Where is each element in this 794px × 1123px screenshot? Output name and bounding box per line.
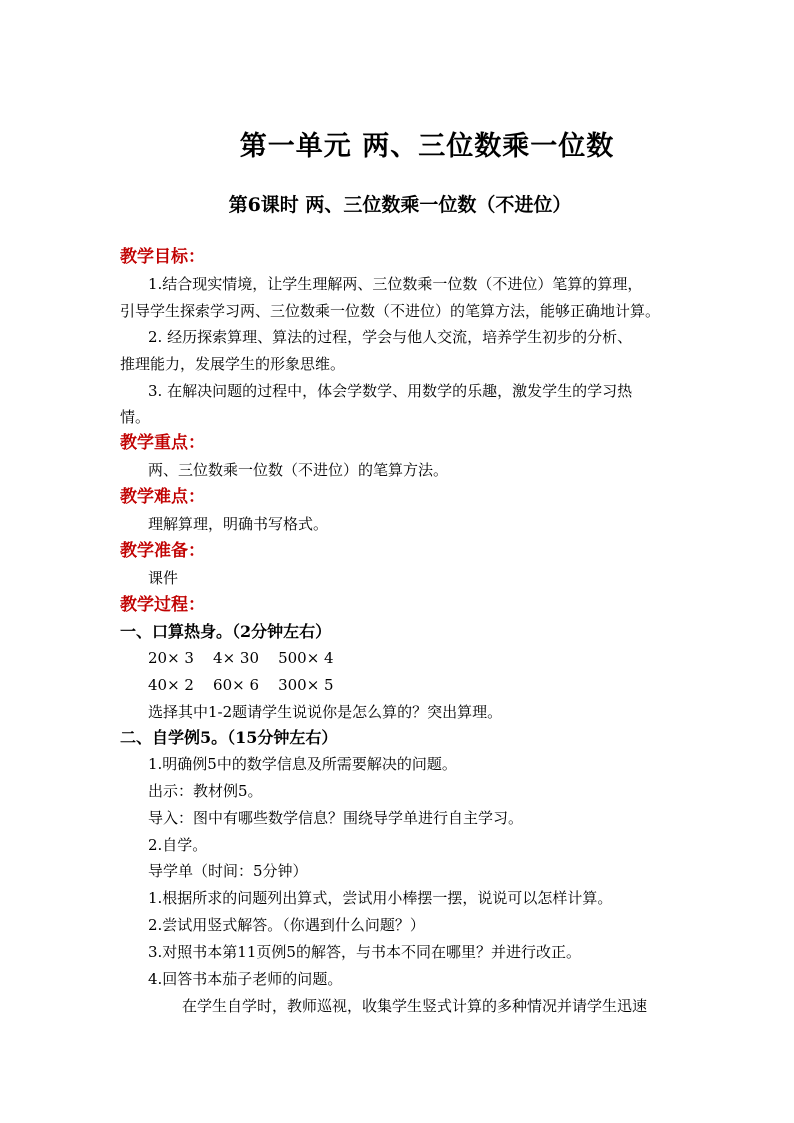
lesson-subtitle: 第6课时 两、三位数乘一位数（不进位） [228, 194, 572, 216]
objective-line-3: 2. 经历探索算理、算法的过程，学会与他人交流，培养学生初步的分析、 [148, 328, 633, 346]
objective-line-6: 情。 [120, 408, 151, 426]
section2-line-1: 1.明确例5中的数学信息及所需要解决的问题。 [148, 755, 457, 773]
objective-line-2: 引导学生探索学习两、三位数乘一位数（不进位）的笔算方法，能够正确地计算。 [120, 302, 661, 320]
section1-heading: 一、口算热身。（2分钟左右） [120, 622, 332, 641]
key-points-text: 两、三位数乘一位数（不进位）的笔算方法。 [148, 461, 449, 479]
preparation-text: 课件 [148, 569, 179, 587]
preparation-heading: 教学准备： [120, 541, 205, 561]
section1-row-2: 40× 2 60× 6 300× 5 [148, 676, 334, 694]
section2-line-5: 导学单（时间：5分钟） [148, 862, 308, 880]
section2-line-6: 1.根据所求的问题列出算式，尝试用小棒摆一摆，说说可以怎样计算。 [148, 889, 613, 907]
section2-line-3: 导入：图中有哪些数学信息？围绕导学单进行自主学习。 [148, 809, 524, 827]
section2-heading: 二、自学例5。（15分钟左右） [120, 728, 338, 747]
section2-line-4: 2.自学。 [148, 836, 208, 854]
section2-line-7: 2.尝试用竖式解答。（你遇到什么问题？） [148, 916, 425, 934]
section1-note: 选择其中1-2题请学生说说你是怎么算的？突出算理。 [148, 703, 503, 721]
objective-line-1: 1.结合现实情境，让学生理解两、三位数乘一位数（不进位）笔算的算理， [148, 275, 643, 293]
difficulties-heading: 教学难点： [120, 487, 205, 507]
unit-title: 第一单元 两、三位数乘一位数 [239, 131, 615, 162]
section2-line-9: 4.回答书本茄子老师的问题。 [148, 970, 343, 988]
section2-line-8: 3.对照书本第11页例5的解答，与书本不同在哪里？并进行改正。 [148, 943, 581, 961]
key-points-heading: 教学重点： [120, 433, 205, 453]
objective-line-4: 推理能力，发展学生的形象思维。 [120, 355, 346, 373]
section2-last-line: 在学生自学时，教师巡视，收集学生竖式计算的多种情况并请学生迅速 [182, 997, 648, 1015]
objective-line-5: 3. 在解决问题的过程中，体会学数学、用数学的乐趣，激发学生的学习热 [148, 382, 633, 400]
section2-line-2: 出示：教材例5。 [148, 782, 263, 800]
difficulties-text: 理解算理，明确书写格式。 [148, 515, 329, 533]
objectives-heading: 教学目标： [120, 247, 205, 267]
process-heading: 教学过程： [120, 595, 205, 615]
section1-row-1: 20× 3 4× 30 500× 4 [148, 649, 334, 667]
